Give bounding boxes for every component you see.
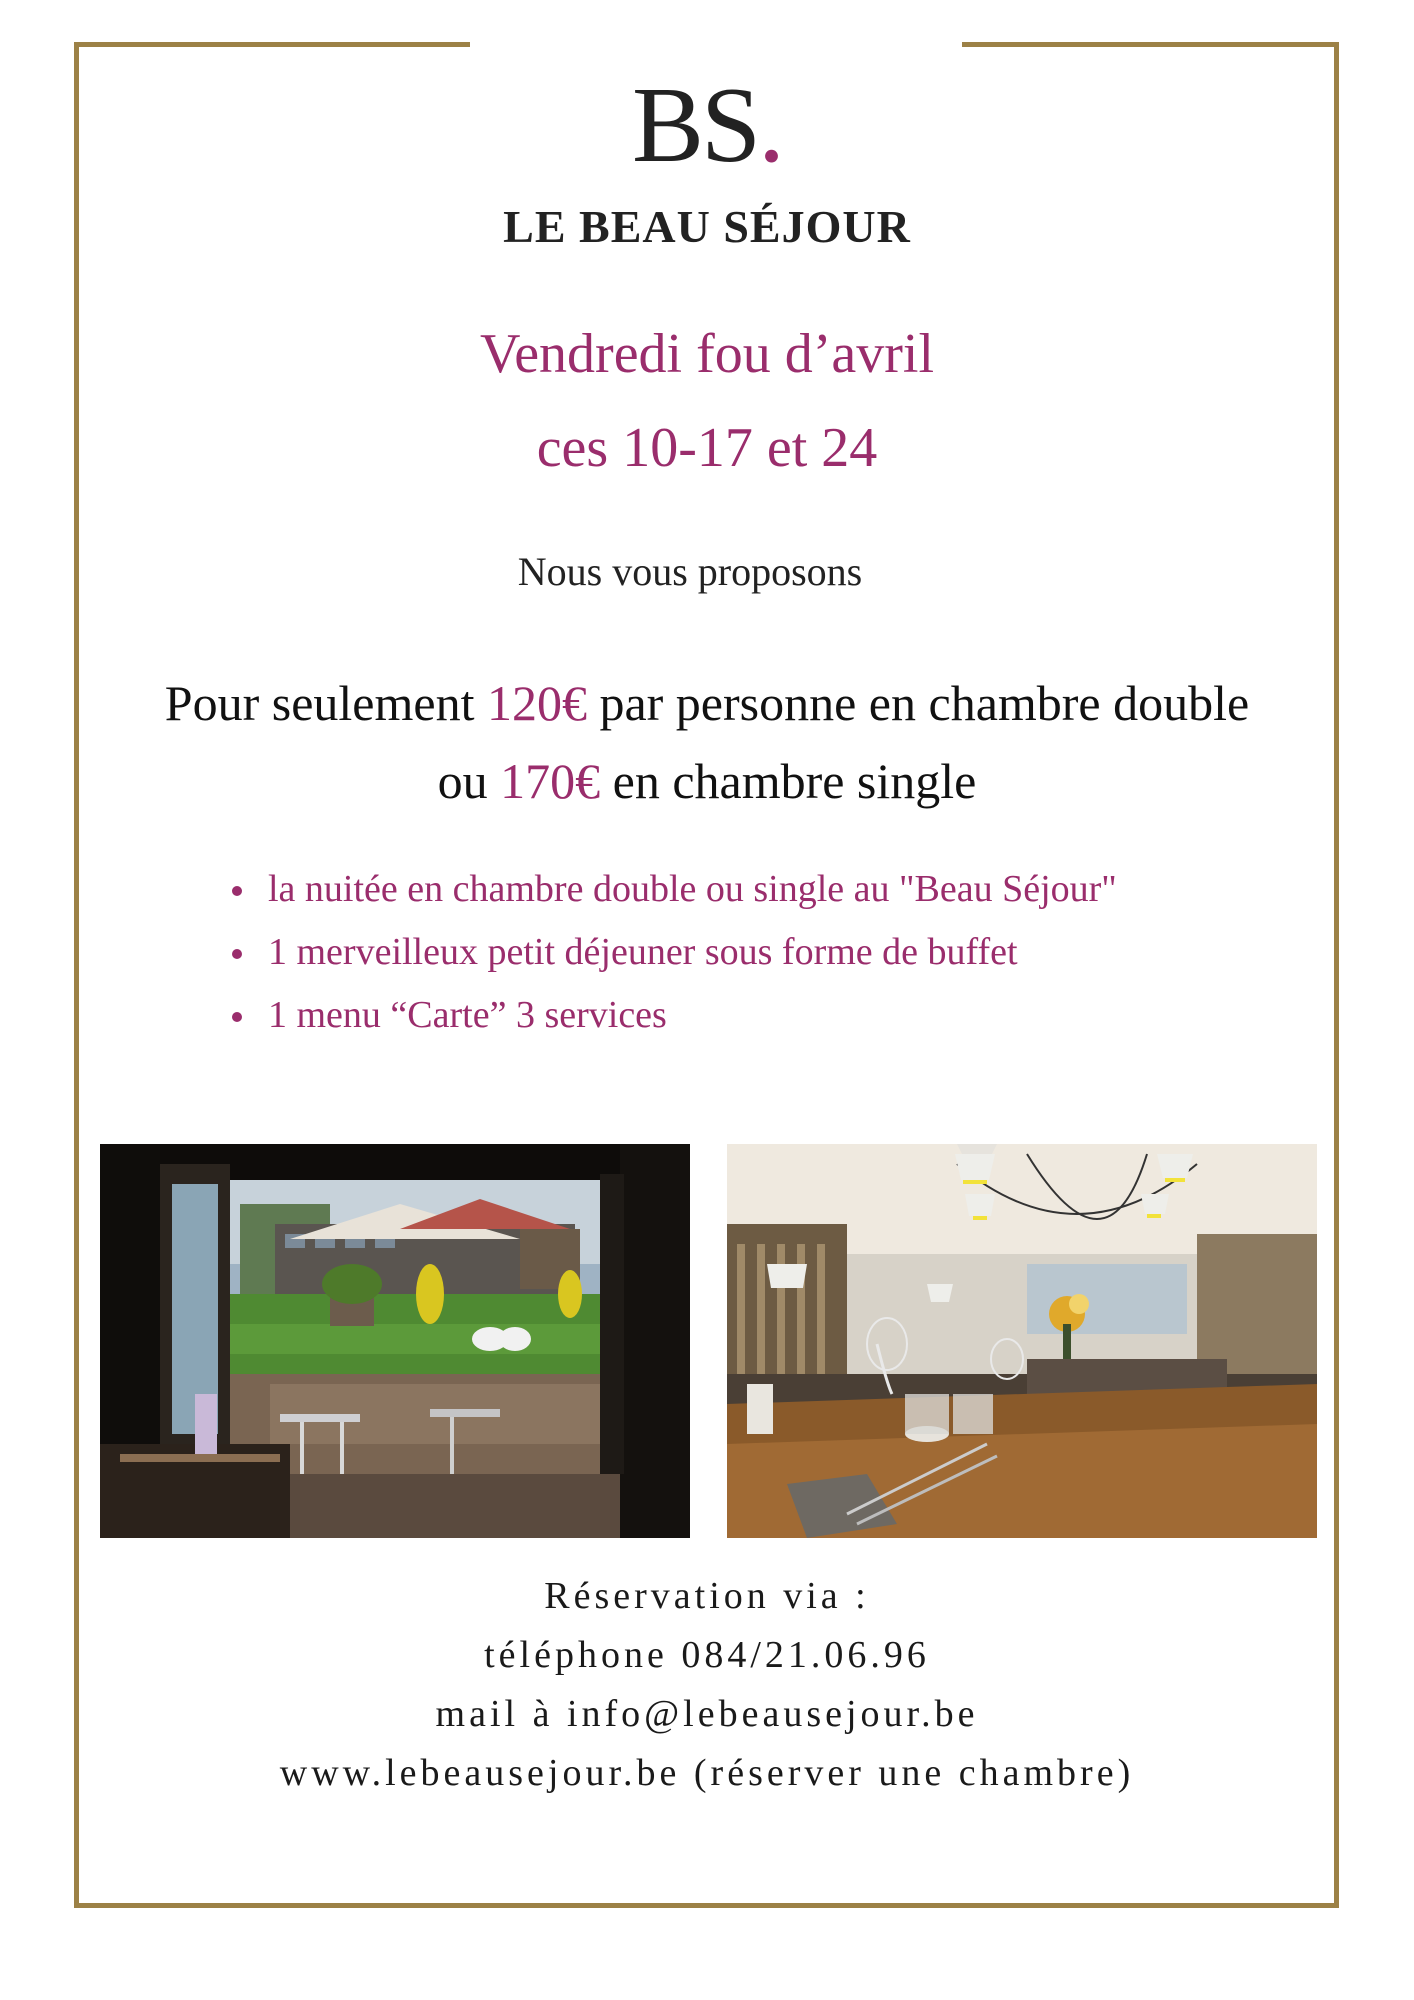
logo-wordmark: LE BEAU SÉJOUR [503, 201, 911, 252]
headline-dates: ces 10-17 et 24 [536, 417, 878, 479]
logo-dot: . [758, 66, 783, 185]
price-double: 120€ [486, 675, 587, 731]
offer-line-2 [80, 742, 1334, 820]
offer-text-part: Pour seulement [164, 675, 487, 731]
offer-text-part: en chambre single [600, 753, 977, 809]
offer-text [80, 664, 1334, 820]
reservation-email: mail à info@lebeausejour.be [435, 1693, 979, 1735]
inclusions-list [228, 858, 1117, 1047]
offer-line-1 [80, 664, 1334, 742]
offer-text-part: par personne en chambre double [586, 675, 1250, 731]
reservation-phone: téléphone 084/21.06.96 [484, 1634, 930, 1676]
list-item: la nuitée en chambre double ou single au "Beau Séjour" [228, 858, 1117, 921]
terrace-photo [100, 1144, 690, 1538]
headline-title: Vendredi fou d’avril [479, 323, 935, 385]
logo-letters: BS [631, 66, 759, 185]
reservation-heading: Réservation via : [544, 1575, 870, 1617]
frame-top-gap [470, 36, 962, 52]
dining-room-photo [727, 1144, 1317, 1538]
reservation-website: www.lebeausejour.be (réserver une chambre) [279, 1752, 1135, 1794]
price-single: 170€ [500, 753, 601, 809]
list-item: 1 menu “Carte” 3 services [228, 984, 1117, 1047]
intro-text: Nous vous proposons [517, 549, 863, 594]
offer-text-part: ou [437, 753, 501, 809]
list-item: 1 merveilleux petit déjeuner sous forme de buffet [228, 921, 1117, 984]
logo-monogram [0, 66, 1414, 185]
terrace-photo-image [100, 1144, 690, 1538]
dining-room-photo-image [727, 1144, 1317, 1538]
